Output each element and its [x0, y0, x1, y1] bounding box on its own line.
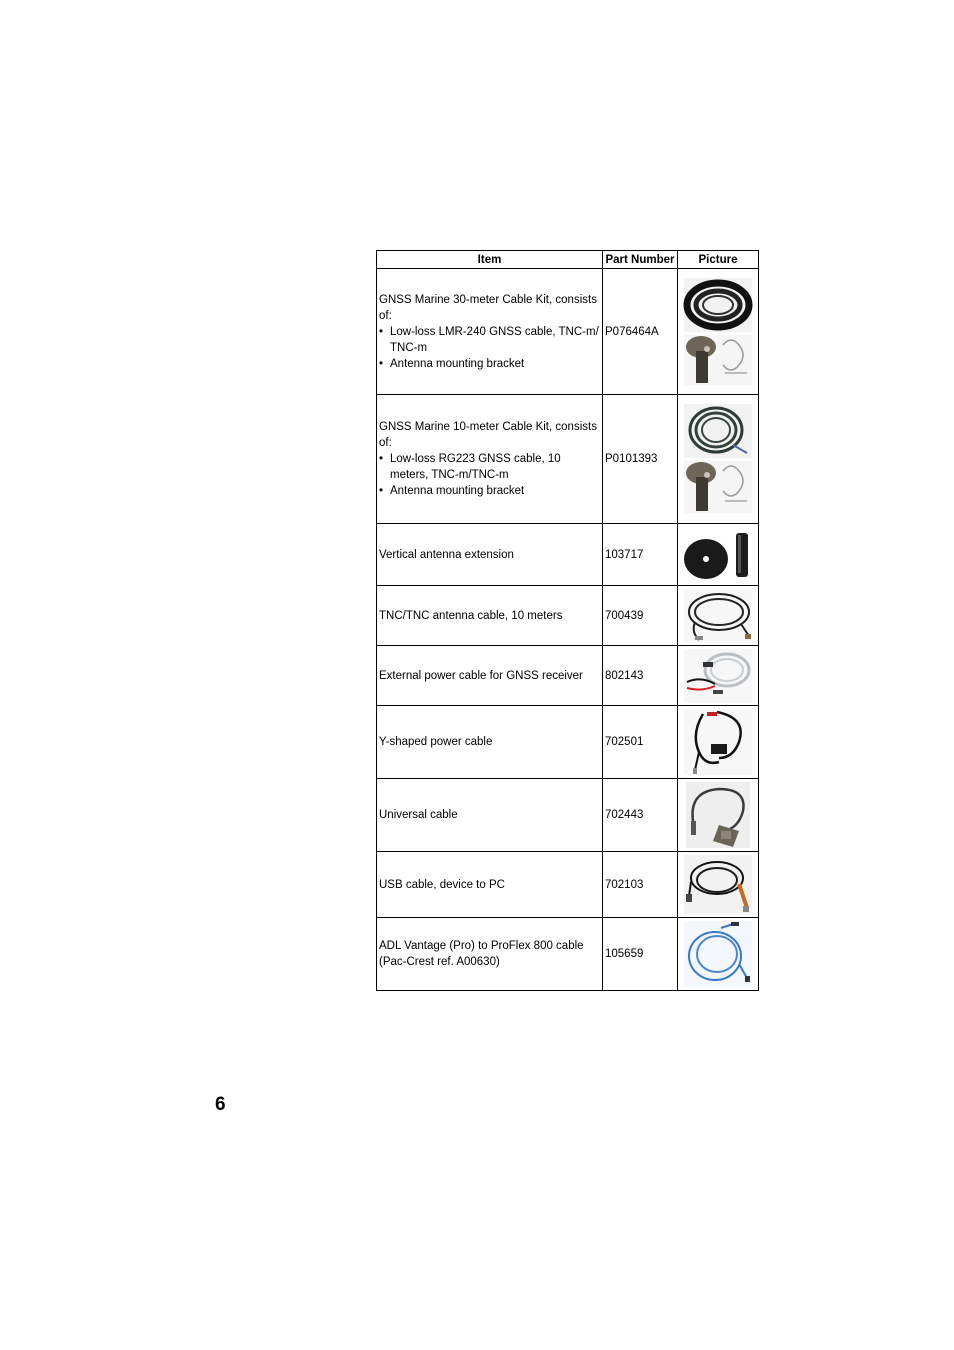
- part-number-cell: 700439: [603, 586, 678, 646]
- picture-cell: [678, 706, 759, 779]
- item-description: External power cable for GNSS receiver: [377, 646, 603, 706]
- part-number-cell: 702103: [603, 852, 678, 918]
- bullet-item: • Antenna mounting bracket: [379, 483, 600, 499]
- adl-cable-image: [683, 920, 753, 988]
- picture-cell: [678, 646, 759, 706]
- part-number-cell: 702501: [603, 706, 678, 779]
- table-row: [377, 269, 759, 395]
- part-number-cell: P0101393: [603, 395, 678, 524]
- header-item: Item: [377, 251, 603, 269]
- part-number-cell: 103717: [603, 524, 678, 586]
- y-cable-image: [683, 708, 753, 776]
- picture-cell: [678, 779, 759, 852]
- item-description: ADL Vantage (Pro) to ProFlex 800 cable (Pac-Crest ref. A00630): [377, 918, 603, 991]
- picture-cell: [678, 852, 759, 918]
- item-cell: [377, 395, 603, 524]
- bullet-item: • Low-loss LMR-240 GNSS cable, TNC-m/ TNC-m: [379, 324, 600, 356]
- table-row: [377, 646, 759, 706]
- usb-cable-image: [683, 854, 753, 916]
- bullet-item: • Antenna mounting bracket: [379, 356, 600, 372]
- universal-cable-image: [685, 781, 751, 849]
- picture-cell: [678, 524, 759, 586]
- cable-kit-10m-with-bracket-image: [683, 403, 753, 515]
- part-number-cell: 802143: [603, 646, 678, 706]
- part-number-cell: 105659: [603, 918, 678, 991]
- item-bullets: [379, 451, 600, 499]
- parts-table: [376, 250, 759, 991]
- picture-cell: [678, 395, 759, 524]
- item-description: TNC/TNC antenna cable, 10 meters: [377, 586, 603, 646]
- bullet-item: • Low-loss RG223 GNSS cable, 10 meters, TNC-m/TNC-m: [379, 451, 600, 483]
- table-header-row: [377, 251, 759, 269]
- item-description: GNSS Marine 10-meter Cable Kit, consists of:: [379, 421, 597, 449]
- table-row: [377, 586, 759, 646]
- page-number: 6: [215, 1094, 226, 1115]
- table-row: [377, 524, 759, 586]
- cable-kit-30m-with-bracket-image: [683, 277, 753, 387]
- power-cable-image: [683, 648, 753, 704]
- picture-cell: [678, 586, 759, 646]
- part-number-cell: 702443: [603, 779, 678, 852]
- table-row: [377, 706, 759, 779]
- part-number-cell: P076464A: [603, 269, 678, 395]
- item-cell: [377, 269, 603, 395]
- item-description: GNSS Marine 30-meter Cable Kit, consists of:: [379, 293, 597, 322]
- header-part-number: Part Number: [603, 251, 678, 269]
- item-description: Universal cable: [377, 779, 603, 852]
- item-description: Vertical antenna extension: [377, 524, 603, 586]
- table-row: [377, 852, 759, 918]
- item-description: Y-shaped power cable: [377, 706, 603, 779]
- picture-cell: [678, 269, 759, 395]
- table-row: [377, 779, 759, 852]
- header-picture: Picture: [678, 251, 759, 269]
- item-description: USB cable, device to PC: [377, 852, 603, 918]
- antenna-extension-image: [682, 527, 754, 583]
- table-row: [377, 918, 759, 991]
- tnc-cable-image: [683, 588, 753, 644]
- table-row: [377, 395, 759, 524]
- item-bullets: [379, 324, 600, 372]
- picture-cell: [678, 918, 759, 991]
